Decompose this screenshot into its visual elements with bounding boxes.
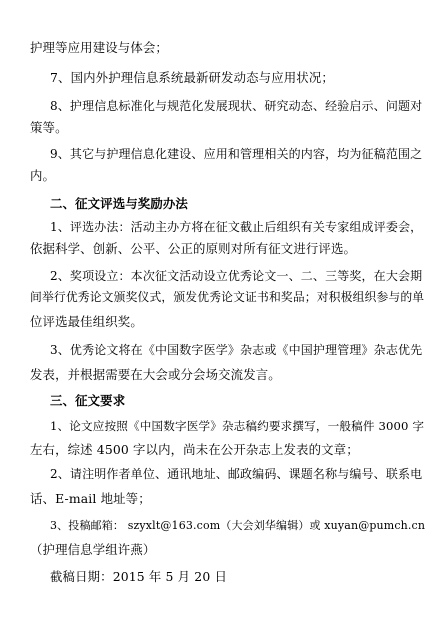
text-line: 间举行优秀论文颁奖仪式，颁发优秀论文证书和奖品；对积极组织参与的单 — [30, 290, 425, 304]
list-item-2: 2、请注明作者单位、通讯地址、邮政编码、课题名称与编号、联系电 — [50, 467, 423, 481]
list-item-2: 2、奖项设立：本次征文活动设立优秀论文一、二、三等奖，在大会期 — [50, 269, 423, 283]
text-line: 依据科学、创新、公平、公正的原则对所有征文进行评选。 — [30, 241, 357, 256]
text-line: 策等。 — [30, 120, 68, 135]
list-item-9: 9、其它与护理信息化建设、应用和管理相关的内容，均为征稿范围之 — [50, 147, 423, 161]
list-item-3: 3、优秀论文将在《中国数字医学》杂志或《中国护理管理》杂志优先 — [50, 343, 423, 357]
list-item-1: 1、评选办法：活动主办方将在征文截止后组织有关专家组成评委会， — [50, 220, 423, 234]
section-heading-3: 三、征文要求 — [50, 393, 126, 408]
text-line: 护理等应用建设与体会； — [30, 40, 168, 55]
list-item-8: 8、护理信息标准化与规范化发展现状、研究动态、经验启示、问题对 — [50, 99, 423, 113]
list-item-7: 7、国内外护理信息系统最新研发动态与应用状况； — [50, 70, 334, 85]
list-item-3: 3、投稿邮箱： szyxlt@163.com（大会刘华编辑）或 xuyan@pumch.cn — [50, 519, 426, 532]
text-line: 左右，综述 4500 字以内，尚未在公开杂志上发表的文章； — [30, 442, 359, 457]
section-heading-2: 二、征文评选与奖励办法 — [50, 196, 188, 211]
text-line: 发表，并根据需要在大会或分会场交流发言。 — [30, 367, 281, 382]
text-line: 内。 — [30, 168, 56, 183]
deadline-line: 截稿日期：2015 年 5 月 20 日 — [50, 569, 228, 584]
text-line: 话、E-mail 地址等； — [30, 491, 151, 506]
text-line: 位评选最佳组织奖。 — [30, 314, 143, 329]
text-line: （护理信息学组许燕） — [30, 542, 156, 557]
list-item-1: 1、论文应按照《中国数字医学》杂志稿约要求撰写，一般稿件 3000 字 — [50, 419, 425, 433]
